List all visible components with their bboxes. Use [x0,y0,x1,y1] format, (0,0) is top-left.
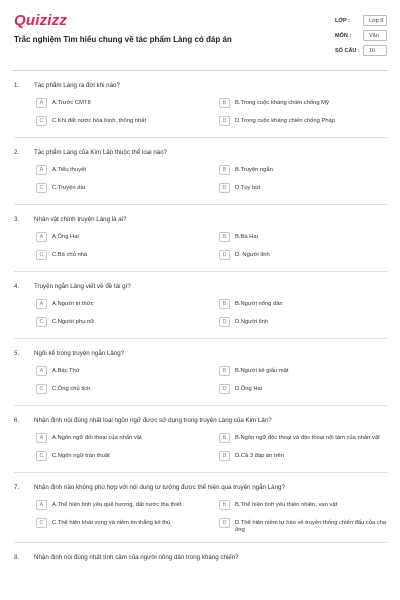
option-text: D.Trong cuộc kháng chiến chống Pháp [235,117,336,124]
question-8 [14,553,388,562]
option-letter: B [219,433,230,443]
option-c[interactable] [36,115,216,129]
question-text: Tác phẩm Làng ra đời khi nào? [34,82,120,89]
meta-count-value: 10 [363,45,387,56]
option-b[interactable] [219,499,388,513]
question-divider [14,271,388,272]
option-text: A.Trước CMT8 [52,99,91,106]
option-text: B.Ngôn ngữ độc thoại và độc thoại nội tâm của nhân vật [235,434,380,441]
option-text: B.Thể hiện tình yêu thiên nhiên, vạn vật [235,501,338,508]
option-text: B.Người nông dân [235,300,283,307]
question-text: Truyện ngắn Làng viết về đề tài gì? [34,283,131,290]
option-text: C.Ông chủ tịch [52,385,91,392]
option-b[interactable] [219,164,388,178]
option-text: C.Bà chủ nhà [52,251,88,258]
option-c[interactable] [36,383,216,397]
question-divider [14,137,388,138]
option-text: A.Người tri thức [52,300,94,307]
option-letter: A [36,299,47,309]
option-text: D.Cả 3 đáp án trên [235,452,284,459]
option-letter: A [36,165,47,175]
option-d[interactable] [219,383,388,397]
option-d[interactable] [219,316,388,330]
option-c[interactable] [36,450,216,464]
option-b[interactable] [219,231,388,245]
option-text: B.Người kể giấu mặt [235,367,289,374]
option-b[interactable] [219,298,388,312]
question-divider [14,472,388,473]
option-letter: D [219,451,230,461]
question-text: Nhận định nào không phù hợp với nội dung tư tưởng được thể hiện qua truyện ngắn Làng? [34,484,285,491]
meta-subject-value: Văn [363,30,387,41]
option-letter: B [219,165,230,175]
question-number: 5. [14,350,20,357]
option-d[interactable] [219,450,388,464]
option-a[interactable] [36,499,216,513]
question-list [0,81,400,562]
option-text: B.Bà Hai [235,233,258,240]
option-text: C.Truyện dài [52,184,85,191]
option-letter: D [219,116,230,126]
question-divider [14,338,388,339]
question-number: 6. [14,417,20,424]
page-header [0,0,400,62]
question-4 [14,282,388,339]
option-text: C.Người phụ nữ [52,318,95,325]
option-c[interactable] [36,182,216,196]
option-text: A.Thể hiện tình yêu quê hương, đất nước tha thiết [52,501,182,508]
question-divider [14,405,388,406]
option-a[interactable] [36,432,216,446]
question-number: 8. [14,553,20,561]
option-text: B.Truyện ngắn [235,166,273,173]
option-d[interactable] [219,115,388,129]
question-7 [14,483,388,543]
question-text: Nhận định nói đúng nhất loại ngôn ngữ được sử dụng trong truyện Làng của Kim Lân? [34,417,272,424]
option-c[interactable] [36,517,216,534]
option-letter: C [36,116,47,126]
option-text: C.Thể hiện khát vọng và niềm tin thắng kẻ thù [52,519,171,526]
meta-grade-row [335,13,387,28]
question-number: 2. [14,149,20,156]
option-text: D.Tùy bút [235,184,261,191]
option-text: A.Tiểu thuyết [52,166,86,173]
header-divider [12,70,388,71]
question-text: Nhân vật chính truyện Làng là ai? [34,216,127,223]
question-2 [14,148,388,205]
meta-grade-label: LỚP : [335,17,350,24]
option-a[interactable] [36,298,216,312]
question-divider [14,542,388,543]
option-text: D. Người lính [235,251,270,258]
question-number: 3. [14,216,20,223]
option-letter: A [36,500,47,510]
option-d[interactable] [219,249,388,263]
option-letter: B [219,232,230,242]
option-a[interactable] [36,231,216,245]
question-number: 1. [14,82,20,89]
option-d[interactable] [219,517,388,534]
option-c[interactable] [36,316,216,330]
option-letter: C [36,183,47,193]
option-text: A.Ông Hai [52,233,79,240]
option-letter: C [36,518,47,528]
option-text: A.Bác Thứ [52,367,80,374]
option-text: D.Thể hiện niềm tự hào về truyền thống chiến đấu của cha ông [235,519,387,533]
option-letter: C [36,250,47,260]
option-a[interactable] [36,97,216,111]
question-text: Nhận định nói đúng nhất tình cảm của người nông dân trong kháng chiến? [34,553,239,561]
option-letter: D [219,183,230,193]
option-letter: B [219,299,230,309]
meta-count-row [335,43,387,58]
page-title: Trắc nghiệm Tìm hiểu chung về tác phẩm Làng có đáp án [14,35,232,44]
option-letter: C [36,451,47,461]
question-text: Ngôi kể trong truyện ngắn Làng? [34,350,125,357]
option-text: D.Ông Hai [235,385,263,392]
option-letter: C [36,317,47,327]
option-letter: A [36,433,47,443]
question-3 [14,215,388,272]
option-letter: D [219,384,230,394]
option-text: D.Người lính [235,318,269,325]
option-letter: A [36,232,47,242]
option-letter: D [219,518,230,528]
question-number: 7. [14,484,20,491]
meta-box [335,13,387,58]
option-text: B.Trong cuộc kháng chiến chống Mỹ [235,99,329,106]
option-b[interactable] [219,432,388,446]
option-letter: C [36,384,47,394]
option-a[interactable] [36,164,216,178]
option-text: C.Khi đất nước hòa bình, thống nhất [52,117,147,124]
question-1 [14,81,388,138]
meta-subject-row [335,28,387,43]
question-6 [14,416,388,473]
meta-grade-value: Lớp 9 [363,15,387,26]
option-b[interactable] [219,97,388,111]
option-letter: D [219,317,230,327]
option-letter: B [219,500,230,510]
quizizz-logo: Quizizz [14,12,68,29]
option-letter: B [219,98,230,108]
option-b[interactable] [219,365,388,379]
meta-count-label: SỐ CÂU : [335,47,360,54]
question-number: 4. [14,283,20,290]
meta-subject-label: MÔN : [335,32,352,39]
option-text: A.Ngôn ngữ đối thoại của nhân vật [52,434,142,441]
question-divider [14,204,388,205]
option-letter: A [36,98,47,108]
option-letter: D [219,250,230,260]
option-text: C.Ngôn ngữ trần thuật [52,452,110,459]
question-5 [14,349,388,406]
option-d[interactable] [219,182,388,196]
option-c[interactable] [36,249,216,263]
option-letter: B [219,366,230,376]
option-a[interactable] [36,365,216,379]
option-letter: A [36,366,47,376]
question-text: Tác phẩm Làng của Kim Lân thuộc thể loại nào? [34,149,168,156]
